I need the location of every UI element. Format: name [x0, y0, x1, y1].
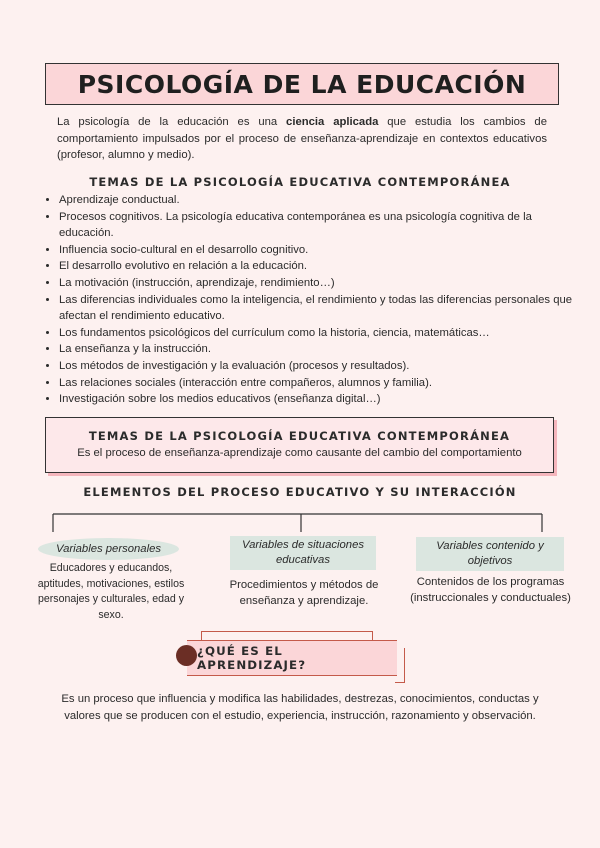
list-item: • Procesos cognitivos. La psicología educativa contemporánea es una psicología cognitiva de la educación. — [59, 209, 575, 242]
highlight-text: Es el proceso de enseñanza-aprendizaje como causante del cambio del comportamiento — [77, 447, 522, 459]
bullet-dot-icon — [176, 645, 197, 666]
list-item: • Aprendizaje conductual. — [59, 192, 575, 209]
question-frame-side — [395, 648, 405, 683]
element-description-personal: Educadores y educandos, aptitudes, motivaciones, estilos personajes y culturales, edad y sexo. — [37, 562, 185, 621]
highlight-box — [45, 417, 554, 473]
list-item: • Las diferencias individuales como la inteligencia, el rendimiento y todas las diferencias personales que afectan el rendimiento educativo. — [59, 292, 575, 325]
intro-paragraph — [57, 114, 547, 164]
topics-heading: TEMAS DE LA PSICOLOGÍA EDUCATIVA CONTEMPORÁNEA — [89, 175, 511, 189]
intro-bold-term: ciencia aplicada — [286, 116, 379, 128]
intro-text-start: La psicología de la educación es una — [57, 116, 287, 128]
element-label-situations: Variables de situaciones educativas — [230, 536, 376, 570]
question-heading: ¿QUÉ ES EL APRENDIZAJE? — [197, 644, 307, 672]
elements-heading: ELEMENTOS DEL PROCESO EDUCATIVO Y SU INTERACCIÓN — [83, 485, 517, 499]
element-label-content: Variables contenido y objetivos — [416, 537, 564, 571]
intro-text-end: que estudia los cambios de comportamiento impulsados por el proceso de enseñanza-aprendizaje en contextos educativos (profesor, alumno y medio). — [57, 116, 547, 161]
element-description-content: Contenidos de los programas (instruccionales y conductuales) — [410, 576, 571, 604]
list-item: • Investigación sobre los medios educativos (enseñanza digital…) — [59, 391, 575, 408]
definition-paragraph: Es un proceso que influencia y modifica las habilidades, destrezas, conocimientos, conductas y valores que se producen con el estudio, experiencia, instrucción, razonamiento y observación. — [61, 693, 539, 722]
topics-list — [42, 192, 575, 408]
page-title: PSICOLOGÍA DE LA EDUCACIÓN — [77, 69, 527, 99]
question-box — [187, 640, 397, 676]
element-label-personal: Variables personales — [38, 538, 179, 560]
list-item: • Las relaciones sociales (interacción entre compañeros, alumnos y familia). — [59, 375, 575, 392]
list-item: • Influencia socio-cultural en el desarrollo cognitivo. — [59, 242, 575, 259]
list-item: • La motivación (instrucción, aprendizaje, rendimiento…) — [59, 275, 575, 292]
list-item: • Los métodos de investigación y la evaluación (procesos y resultados). — [59, 358, 575, 375]
list-item: • La enseñanza y la instrucción. — [59, 341, 575, 358]
highlight-title: TEMAS DE LA PSICOLOGÍA EDUCATIVA CONTEMPORÁNEA — [88, 429, 511, 443]
element-description-situations: Procedimientos y métodos de enseñanza y aprendizaje. — [229, 579, 379, 607]
title-box — [45, 63, 559, 105]
list-item: • Los fundamentos psicológicos del currículum como la historia, ciencia, matemáticas… — [59, 325, 575, 342]
list-item: • El desarrollo evolutivo en relación a la educación. — [59, 258, 575, 275]
